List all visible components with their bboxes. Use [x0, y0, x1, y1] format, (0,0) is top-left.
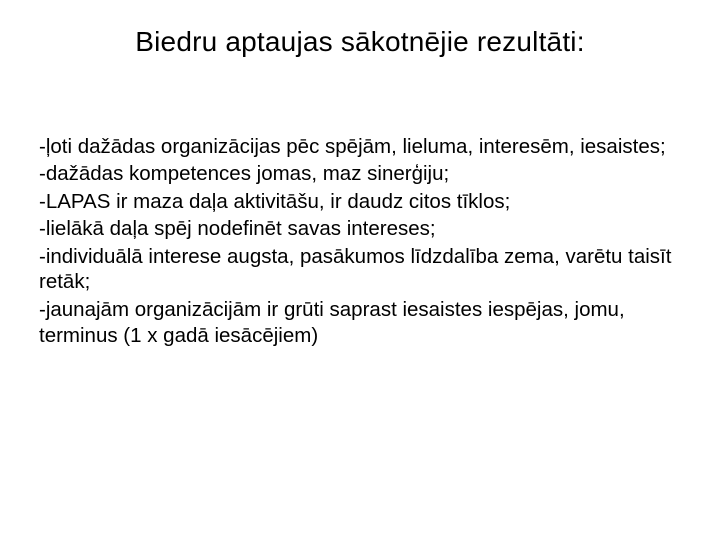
list-item: -individuālā interese augsta, pasākumos līdzdalība zema, varētu taisīt retāk;: [39, 244, 672, 294]
list-item: -jaunajām organizācijām ir grūti saprast iesaistes iespējas, jomu, terminus (1 x gadā iesācējiem): [39, 297, 625, 347]
slide-title: Biedru aptaujas sākotnējie rezultāti:: [135, 26, 585, 57]
results-list: [39, 134, 689, 350]
list-item: -LAPAS ir maza daļa aktivitāšu, ir daudz citos tīklos;: [39, 189, 511, 213]
list-item: -ļoti dažādas organizācijas pēc spējām, lieluma, interesēm, iesaistes;: [39, 135, 666, 158]
list-item: -dažādas kompetences jomas, maz sinerģiju;: [39, 162, 450, 186]
list-item: -lielākā daļa spēj nodefinēt savas intereses;: [39, 217, 436, 241]
